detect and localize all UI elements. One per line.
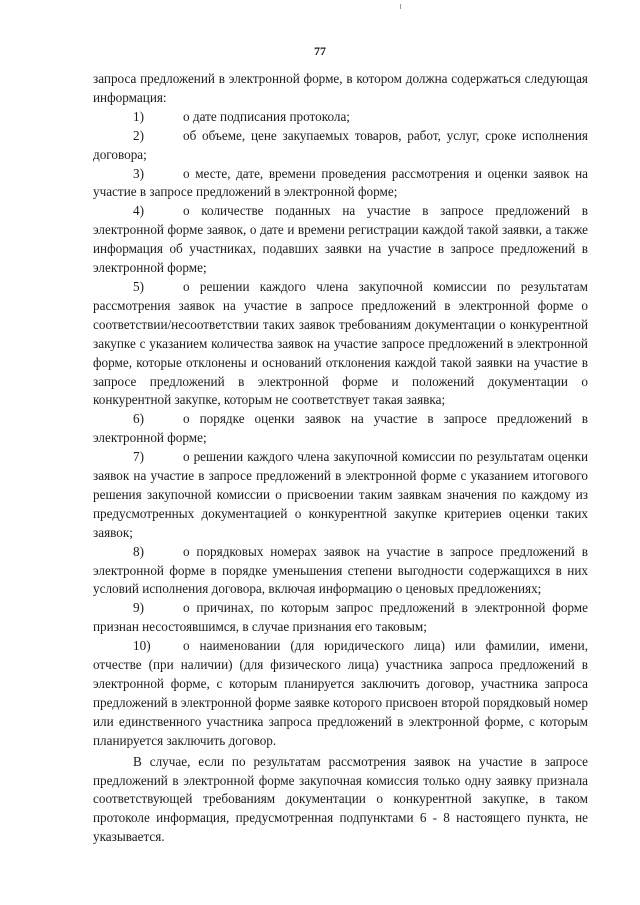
item-number: 10)	[133, 638, 151, 654]
list-item	[93, 127, 588, 165]
item-number: 2)	[133, 127, 144, 143]
item-number: 1)	[133, 108, 144, 124]
item-text: о количестве поданных на участие в запросе предложений в электронной форме заявок, о дате и времени регистрации каждой такой заявки, а также информация об участниках, подавших заявки на участие в запросе предложений в электронной форме;	[93, 203, 588, 276]
item-number: 9)	[133, 600, 144, 616]
list-item	[93, 543, 588, 600]
intro-paragraph: запроса предложений в электронной форме, в котором должна содержаться следующая информация:	[93, 71, 588, 105]
item-text: о наименовании (для юридического лица) или фамилии, имени, отчестве (при наличии) (для физического лица) участника запроса предложений в электронной форме, с которым планируется заключить договор, участника запроса предложений в электронной форме заявке которого присвоен второй порядковый номер или единственного участника запроса предложений в электронной форме, с которым планируется заключить договор.	[93, 638, 588, 748]
item-text: о месте, дате, времени проведения рассмотрения и оценки заявок на участие в запросе предложений в электронной форме;	[93, 165, 588, 200]
item-text: о решении каждого члена закупочной комиссии по результатам оценки заявок на участие в запросе предложений в электронной форме с указанием итогового решения закупочной комиссии о присвоении таким заявкам значения по каждому из предусмотренных документацией о конкурентной закупке критериев оценки таких заявок;	[93, 449, 588, 540]
item-text: о решении каждого члена закупочной комиссии по результатам рассмотрения заявок на участие в запросе предложений в электронной форме о соответствии/несоответствии таких заявок требованиям документации о конкурентной закупке с указанием количества заявок на участие запросе предложений в электронной форме, которые отклонены и оснований отклонения каждой такой заявки на участие в запросе предложений в электронной форме и положений документации о конкурентной закупке, которым не соответствует такая заявка;	[93, 278, 588, 408]
item-number: 4)	[133, 203, 144, 219]
list-item	[93, 410, 588, 448]
item-text: о порядке оценки заявок на участие в запросе предложений в электронной форме;	[93, 411, 588, 446]
list-item	[93, 165, 588, 203]
list-item	[93, 108, 588, 127]
item-text: о дате подписания протокола;	[183, 108, 350, 124]
list-item	[93, 278, 588, 410]
item-number: 5)	[133, 278, 144, 294]
item-number: 8)	[133, 543, 144, 559]
list-item	[93, 202, 588, 278]
item-number: 6)	[133, 411, 144, 427]
page-number: 77	[314, 44, 326, 58]
item-text: о порядковых номерах заявок на участие в запросе предложений в электронной форме в порядке уменьшения степени выгодности содержащихся в них условий исполнения договора, включая информацию о ценовых предложениях;	[93, 543, 588, 597]
document-body	[93, 70, 588, 847]
scan-mark	[400, 4, 401, 9]
item-text: об объеме, цене закупаемых товаров, работ, услуг, сроке исполнения договора;	[93, 127, 588, 162]
item-text: о причинах, по которым запрос предложений в электронной форме признан несостоявшимся, в случае признания его таковым;	[93, 600, 588, 635]
list-item	[93, 599, 588, 637]
closing-paragraph: В случае, если по результатам рассмотрения заявок на участие в запросе предложений в электронной форме закупочная комиссия только одну заявку признала соответствующей требованиям документации о конкурентной закупке, в таком протоколе информация, предусмотренная подпунктами 6 - 8 настоящего пункта, не указывается.	[93, 753, 588, 845]
list-item	[93, 637, 588, 750]
item-number: 7)	[133, 449, 144, 465]
list-item	[93, 448, 588, 543]
item-number: 3)	[133, 165, 144, 181]
